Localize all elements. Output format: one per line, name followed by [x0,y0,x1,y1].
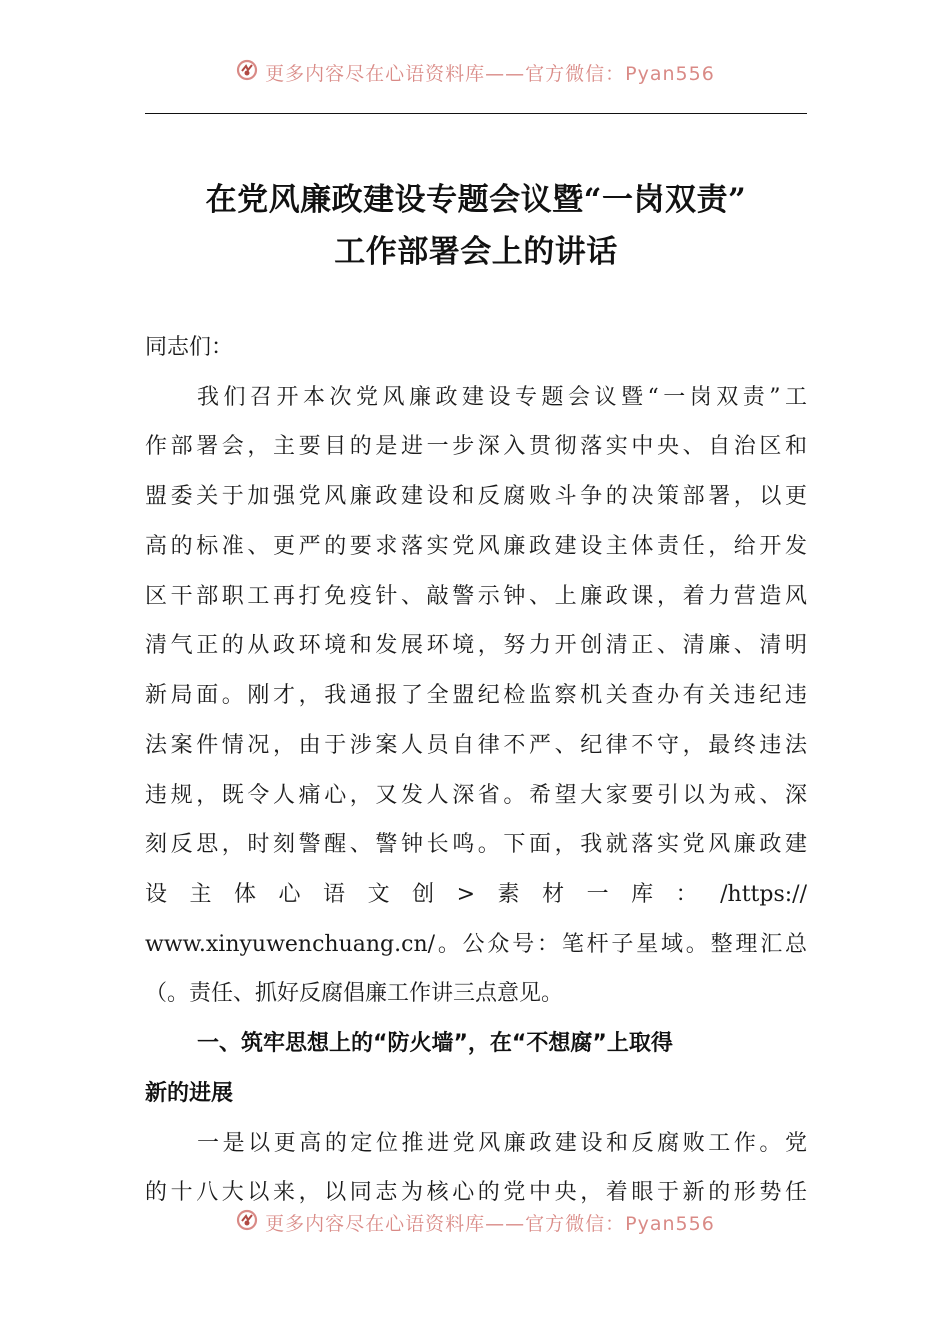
document-title-line-2: 工作部署会上的讲话 [334,234,618,270]
watermark-text: 更多内容尽在心语资料库——官方微信：Pyan556 [265,1213,715,1235]
section-heading-1: 一、筑牢思想上的“防火墙”，在“不想腐”上取得 [197,1031,673,1056]
paragraph-line: 的十八大以来，以同志为核心的党中央，着眼于新的形势任 [145,1180,807,1205]
paragraph-line: 盟委关于加强党风廉政建设和反腐败斗争的决策部署，以更 [145,484,807,509]
paragraph-line: 设主体心语文创>素材一库：/https:// [145,882,807,907]
paragraph-line: 一是以更高的定位推进党风廉政建设和反腐败工作。党 [197,1131,807,1156]
paragraph-line: 刻反思，时刻警醒、警钟长鸣。下面，我就落实党风廉政建 [145,832,807,857]
header-divider [145,113,807,114]
paragraph-line: 高的标准、更严的要求落实党风廉政建设主体责任，给开发 [145,534,807,559]
document-title-line-1: 在党风廉政建设专题会议暨“一岗双责” [205,182,747,218]
watermark-text: 更多内容尽在心语资料库——官方微信：Pyan556 [265,63,715,85]
logo-icon [235,58,259,87]
section-heading-1-cont: 新的进展 [145,1081,234,1106]
paragraph-line: 违规，既令人痛心，又发人深省。希望大家要引以为戒、深 [145,783,807,808]
paragraph-line: 新局面。刚才，我通报了全盟纪检监察机关查办有关违纪违 [145,683,807,708]
paragraph-line: 区干部职工再打免疫针、敲警示钟、上廉政课，着力营造风 [145,584,807,609]
salutation: 同志们： [145,335,234,360]
paragraph-line: 清气正的从政环境和发展环境，努力开创清正、清廉、清明 [145,633,807,658]
footer-watermark [0,1208,950,1237]
paragraph-line: 我们召开本次党风廉政建设专题会议暨“一岗双责”工 [197,385,807,410]
header-watermark [0,58,950,87]
paragraph-line: www.xinyuwenchuang.cn/。公众号：笔杆子星域。整理汇总 [145,932,807,957]
paragraph-line: （。责任、抓好反腐倡廉工作讲三点意见。 [145,981,564,1006]
paragraph-line: 法案件情况，由于涉案人员自律不严、纪律不守，最终违法 [145,733,807,758]
paragraph-line: 作部署会，主要目的是进一步深入贯彻落实中央、自治区和 [145,434,807,459]
logo-icon [235,1208,259,1237]
